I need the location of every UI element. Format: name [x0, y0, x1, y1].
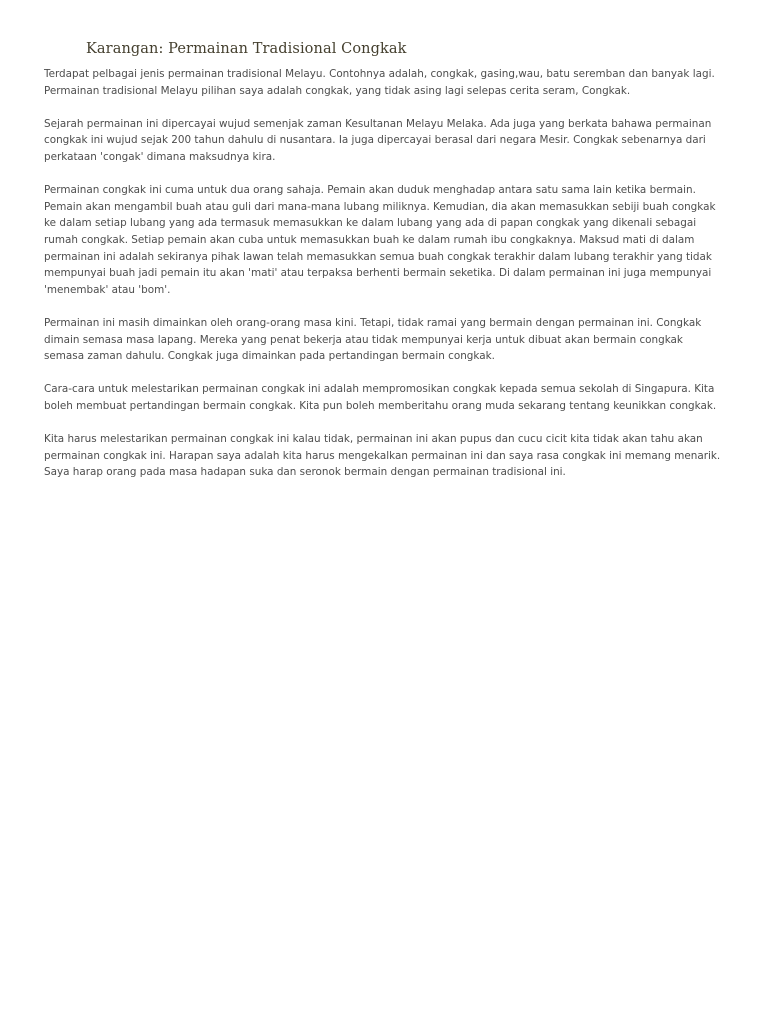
paragraph-line: ke dalam setiap lubang yang ada termasuk memasukkan ke dalam lubang yang ada di papan congkak yang dikenali sebagai: [44, 217, 697, 230]
paragraph-line: Permainan tradisional Melayu pilihan saya adalah congkak, yang tidak asing lagi selepas cerita seram, Congkak.: [44, 84, 631, 97]
paragraph-line: permainan congkak ini. Harapan saya adalah kita harus mengekalkan permainan ini dan saya rasa congkak ini memang menarik.: [44, 449, 721, 462]
paragraph-line: mempunyai buah jadi pemain itu akan 'mati' atau terpaksa berhenti bermain seketika. Di dalam permainan ini juga mempunyai: [44, 267, 712, 280]
paragraph-line: Saya harap orang pada masa hadapan suka dan seronok bermain dengan permainan tradisional ini.: [44, 466, 566, 479]
paragraph-4: [44, 315, 734, 365]
paragraph-line: boleh membuat pertandingan bermain congkak. Kita pun boleh memberitahu orang muda sekarang tentang keunikkan congkak.: [44, 399, 717, 412]
paragraph-line: congkak ini wujud sejak 200 tahun dahulu di nusantara. Ia juga dipercayai berasal dari negara Mesir. Congkak sebenarnya dari: [44, 134, 706, 147]
paragraph-line: Terdapat pelbagai jenis permainan tradisional Melayu. Contohnya adalah, congkak, gasing,wau, batu seremban dan banyak lagi.: [44, 68, 715, 80]
document-body: [44, 66, 734, 497]
paragraph-1: [44, 66, 734, 99]
paragraph-line: permainan ini adalah sekiranya pihak lawan telah memasukkan semua buah congkak terakhir dalam lubang terakhir yang tidak: [44, 250, 712, 263]
paragraph-line: dimain semasa masa lapang. Mereka yang penat bekerja atau tidak mempunyai kerja untuk dibuat akan bermain congkak: [44, 333, 683, 346]
paragraph-line: perkataan 'congak' dimana maksudnya kira.: [44, 150, 276, 163]
paragraph-line: Kita harus melestarikan permainan congkak ini kalau tidak, permainan ini akan pupus dan cucu cicit kita tidak akan tahu akan: [44, 433, 703, 446]
paragraph-line: semasa zaman dahulu. Congkak juga dimainkan pada pertandingan bermain congkak.: [44, 350, 495, 363]
paragraph-6: [44, 431, 734, 481]
paragraph-line: rumah congkak. Setiap pemain akan cuba untuk memasukkan buah ke dalam rumah ibu congkaknya. Maksud mati di dalam: [44, 233, 695, 246]
paragraph-line: Cara-cara untuk melestarikan permainan congkak ini adalah mempromosikan congkak kepada semua sekolah di Singapura. Kita: [44, 383, 715, 396]
paragraph-3: [44, 182, 734, 298]
paragraph-line: Pemain akan mengambil buah atau guli dari mana-mana lubang miliknya. Kemudian, dia akan memasukkan sebiji buah congkak: [44, 200, 716, 213]
paragraph-5: [44, 381, 734, 414]
paragraph-line: Permainan ini masih dimainkan oleh orang-orang masa kini. Tetapi, tidak ramai yang bermain dengan permainan ini. Congkak: [44, 316, 702, 329]
paragraph-line: Permainan congkak ini cuma untuk dua orang sahaja. Pemain akan duduk menghadap antara satu sama lain ketika bermain.: [44, 184, 696, 197]
paragraph-line: 'menembak' atau 'bom'.: [44, 283, 171, 296]
paragraph-2: [44, 116, 734, 166]
document-title: Karangan: Permainan Tradisional Congkak: [86, 41, 407, 57]
paragraph-line: Sejarah permainan ini dipercayai wujud semenjak zaman Kesultanan Melayu Melaka. Ada juga yang berkata bahawa permainan: [44, 117, 712, 130]
